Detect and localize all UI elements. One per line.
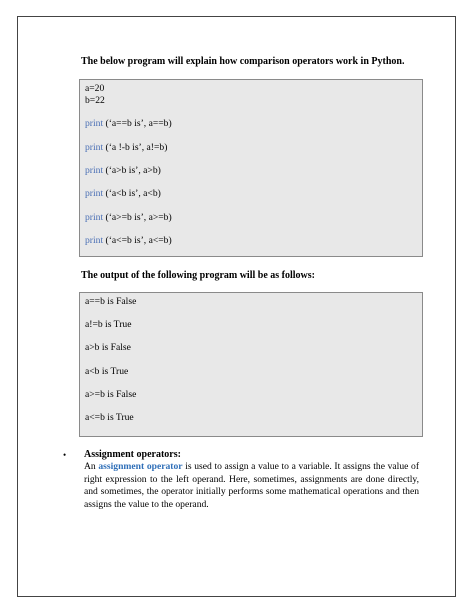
print-args: (‘a>b is’, a>b) (103, 165, 161, 176)
print-args: (‘a==b is’, a==b) (103, 118, 172, 129)
output-line: a==b is False (85, 296, 137, 307)
output-line: a<=b is True (85, 412, 134, 423)
assignment-paragraph (84, 461, 419, 511)
print-keyword: print (85, 165, 104, 176)
code-line-a: a=20 (85, 83, 105, 94)
print-args: (‘a !-b is’, a!=b) (103, 142, 168, 153)
code-line-print (85, 142, 167, 153)
print-keyword: print (85, 235, 104, 246)
code-line-print (85, 165, 161, 176)
para-prefix: An (84, 461, 99, 472)
print-keyword: print (85, 118, 104, 129)
print-args: (‘a>=b is’, a>=b) (103, 212, 172, 223)
print-args: (‘a<b is’, a<b) (103, 188, 161, 199)
code-line-print (85, 188, 161, 199)
output-line: a<b is True (85, 366, 129, 377)
assignment-operator-term: assignment operator (98, 461, 183, 472)
print-keyword: print (85, 188, 104, 199)
code-line-print (85, 118, 172, 129)
output-block (79, 292, 423, 437)
print-args: (‘a<=b is’, a<=b) (103, 235, 172, 246)
output-line: a>b is False (85, 342, 131, 353)
output-line: a!=b is True (85, 319, 132, 330)
print-keyword: print (85, 142, 104, 153)
program-heading: The below program will explain how comparison operators work in Python. (81, 56, 405, 67)
code-line-print (85, 235, 172, 246)
code-block (79, 79, 423, 257)
bullet-icon: • (63, 450, 67, 460)
output-line: a>=b is False (85, 389, 137, 400)
assignment-title: Assignment operators: (84, 449, 181, 460)
code-line-print (85, 212, 172, 223)
para-body: is used to assign a value to a variable. It assigns the value of right expression to the left operand. Here, sometimes, assignments are done directly, and sometimes, the operator initially performs some mathematical operations and then assigns the value to the operand. (84, 461, 420, 510)
print-keyword: print (85, 212, 104, 223)
output-heading: The output of the following program will be as follows: (81, 270, 315, 281)
code-line-b: b=22 (85, 95, 105, 106)
